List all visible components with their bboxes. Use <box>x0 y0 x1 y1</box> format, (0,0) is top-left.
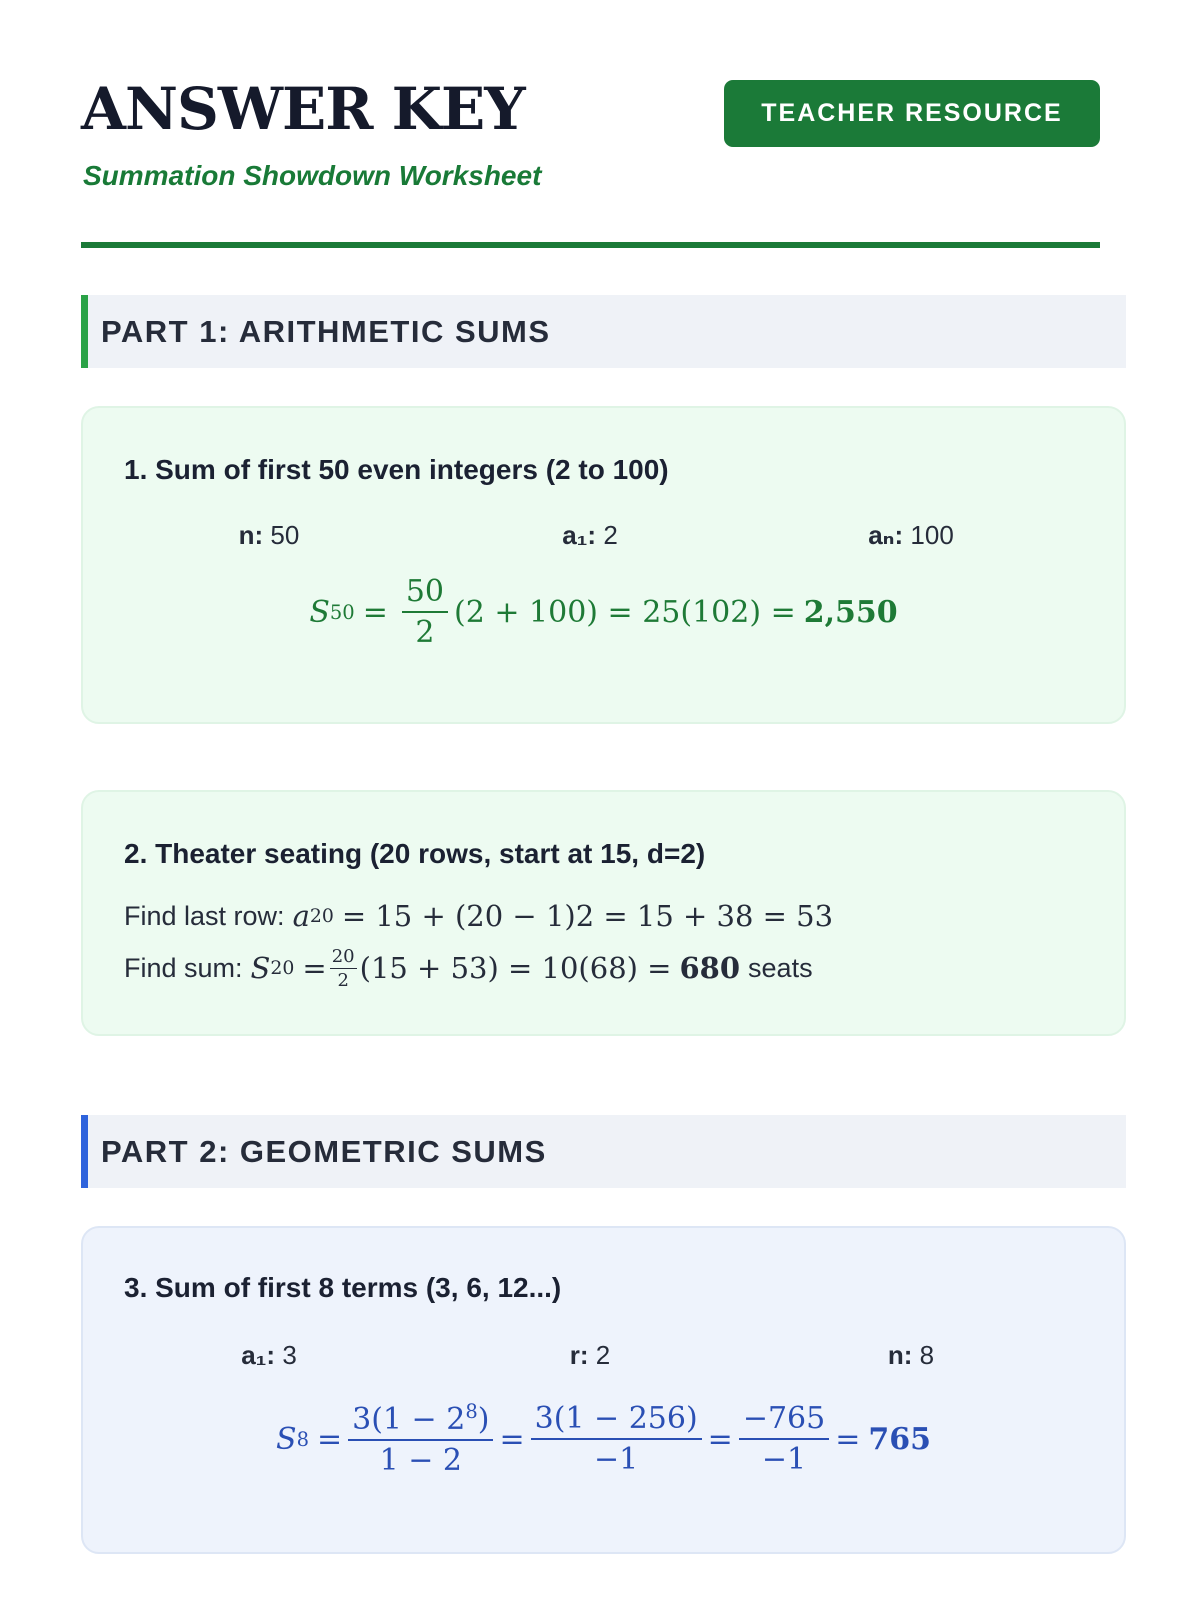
question-card-3 <box>81 1226 1126 1554</box>
question-3-title: 3. Sum of first 8 terms (3, 6, 12...) <box>124 1272 562 1303</box>
question-2-step-sum: Find sum: S 20 = $\frac{20}{2}$ (15 + 53) = 10(68) = 680 seats <box>124 945 813 991</box>
part2-heading: PART 2: GEOMETRIC SUMS <box>81 1115 1126 1188</box>
question-1-params <box>124 520 1083 560</box>
param-n: n: 8 <box>887 1340 935 1370</box>
question-3-equation: S 8 = $\frac{3(1 - 2^8)}{1 - 2}$ = $\frac{3(1 - 256)}{-1}$ = $\frac{-765}{-1}$ = 765 <box>276 1400 931 1478</box>
param-n: n: 50 <box>238 520 300 550</box>
param-r: r: 2 <box>569 1340 611 1370</box>
teacher-resource-badge: TEACHER RESOURCE <box>724 80 1100 147</box>
question-2-step-last-row: Find last row: a 20 = 15 + (20 − 1)2 = 15 + 38 = 53 <box>124 899 834 933</box>
question-2-title: 2. Theater seating (20 rows, start at 15, d=2) <box>124 838 706 869</box>
question-card-2 <box>81 790 1126 1036</box>
header-divider <box>81 242 1100 248</box>
page-header <box>81 0 1100 250</box>
question-1-equation: S 50 = $\frac{50}{2}$ (2 + 100) = 25(102) = 2,550 <box>309 574 898 650</box>
question-3-params <box>124 1340 1083 1380</box>
param-a1: a₁: 2 <box>562 520 618 550</box>
param-a1: a₁: 3 <box>241 1340 297 1370</box>
worksheet-subtitle: Summation Showdown Worksheet <box>83 160 542 191</box>
param-an: aₙ: 100 <box>868 520 954 550</box>
question-3-answer: 765 <box>868 1421 931 1457</box>
question-1-title: 1. Sum of first 50 even integers (2 to 100) <box>124 454 669 485</box>
question-2-answer: 680 <box>679 951 741 985</box>
page-title: ANSWER KEY <box>81 75 525 143</box>
part1-heading: PART 1: ARITHMETIC SUMS <box>81 295 1126 368</box>
question-1-answer: 2,550 <box>803 594 898 630</box>
question-card-1 <box>81 406 1126 724</box>
